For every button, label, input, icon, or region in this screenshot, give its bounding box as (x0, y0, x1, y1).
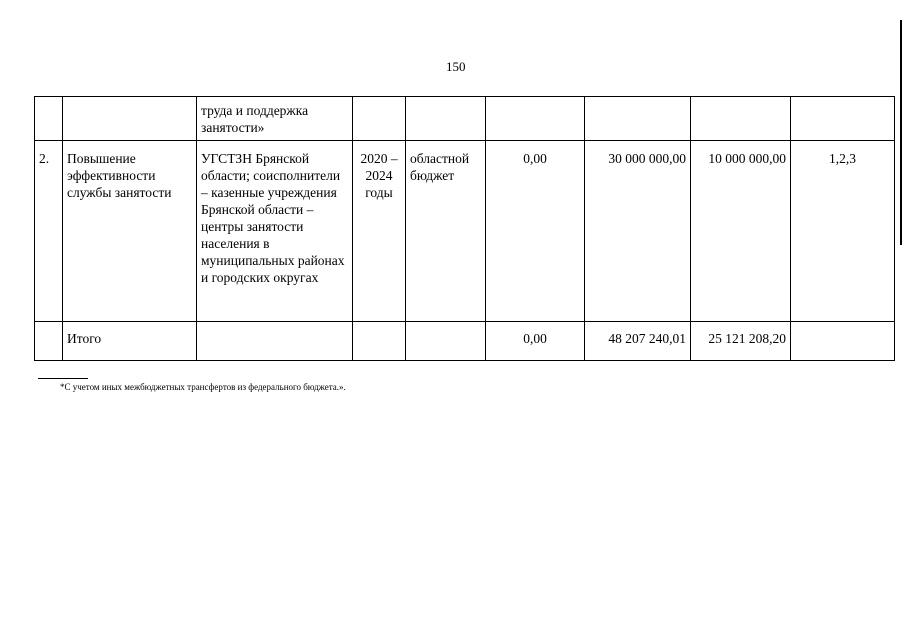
cell-value-1: 0,00 (486, 141, 585, 322)
cell-num (35, 97, 63, 141)
cell-name (63, 97, 197, 141)
cell-source: областной бюджет (406, 141, 486, 322)
footnote: *С учетом иных межбюджетных трансфертов из федерального бюджета.». (60, 382, 346, 392)
scan-edge-line (900, 20, 902, 245)
program-budget-table (34, 96, 895, 361)
total-value-2: 48 207 240,01 (585, 322, 691, 361)
total-row (35, 322, 895, 361)
cell-num: 2. (35, 141, 63, 322)
cell-value (486, 97, 585, 141)
cell-executor: труда и поддержка занятости» (197, 97, 353, 141)
cell-value-3: 10 000 000,00 (691, 141, 791, 322)
cell-value (585, 97, 691, 141)
cell-period: 2020 – 2024 годы (353, 141, 406, 322)
cell-period (353, 322, 406, 361)
cell-name: Повышение эффективности службы занятости (63, 141, 197, 322)
cell-value (691, 97, 791, 141)
total-value-3: 25 121 208,20 (691, 322, 791, 361)
table-row (35, 141, 895, 322)
page-number: 150 (446, 59, 466, 74)
cell-period (353, 97, 406, 141)
total-label: Итого (63, 322, 197, 361)
cell-goals (791, 97, 895, 141)
total-value-1: 0,00 (486, 322, 585, 361)
cell-value-2: 30 000 000,00 (585, 141, 691, 322)
cell-source (406, 97, 486, 141)
cell-executor: УГСТЗН Брянской области; соисполнители – казенные учреждения Брянской области – центры занятости населения в муниципальных районах и городских округах (197, 141, 353, 322)
cell-goals (791, 322, 895, 361)
cell-num (35, 322, 63, 361)
cell-executor (197, 322, 353, 361)
table-row (35, 97, 895, 141)
cell-goals: 1,2,3 (791, 141, 895, 322)
footnote-divider (38, 378, 88, 379)
cell-source (406, 322, 486, 361)
